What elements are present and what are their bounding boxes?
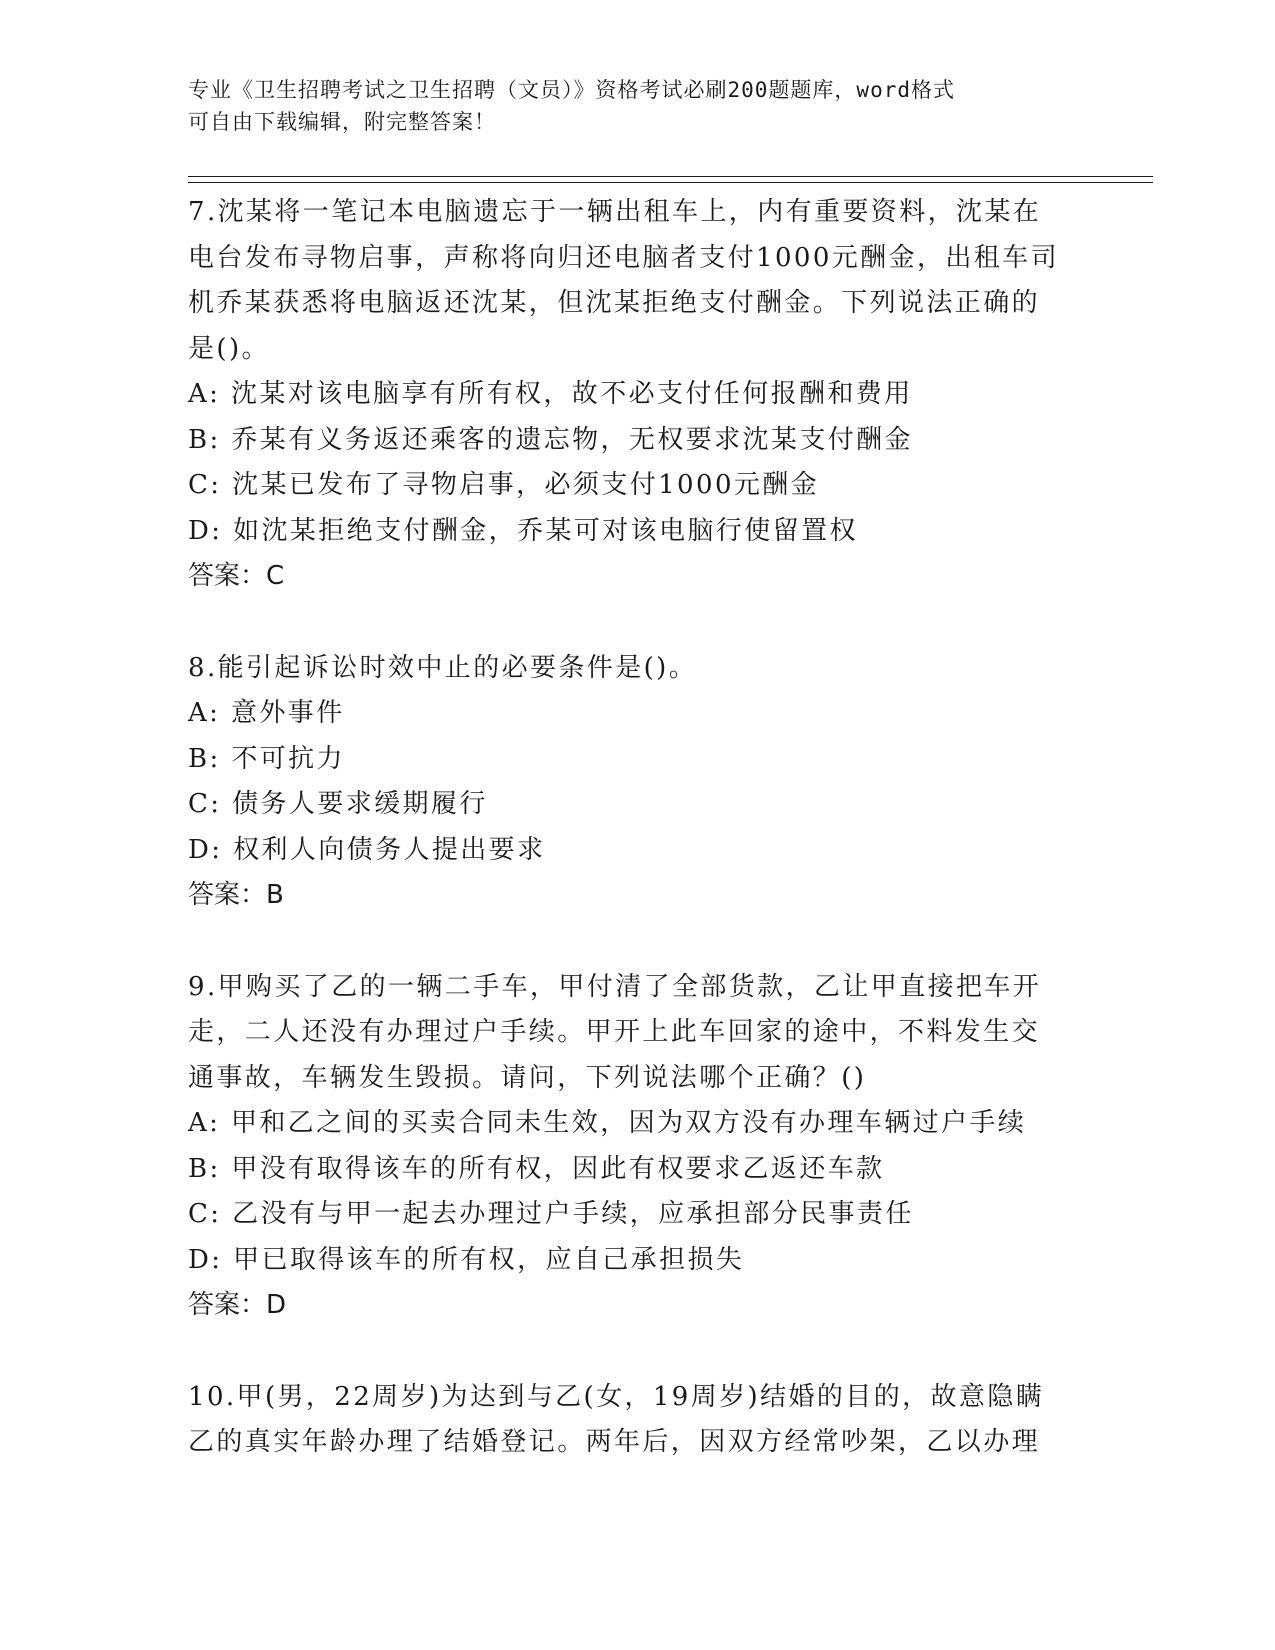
question-spacer	[188, 1329, 1088, 1375]
question-10	[188, 1375, 1088, 1466]
question-list	[188, 190, 1088, 1466]
question-spacer	[188, 919, 1088, 965]
option-c: C: 乙没有与甲一起去办理过户手续，应承担部分民事责任	[188, 1199, 914, 1229]
question-text-line: 机乔某获悉将电脑返还沈某，但沈某拒绝支付酬金。下列说法正确的	[188, 288, 1041, 318]
option-c: C: 债务人要求缓期履行	[188, 789, 488, 819]
header-line-2: 可自由下载编辑，附完整答案！	[188, 110, 496, 134]
answer-line: 答案：B	[188, 880, 284, 910]
option-a: A: 甲和乙之间的买卖合同未生效，因为双方没有办理车辆过户手续	[188, 1108, 1027, 1138]
question-text-line: 是()。	[188, 333, 270, 364]
answer-line: 答案：D	[188, 1290, 287, 1320]
question-text-line: 10.甲(男，22周岁)为达到与乙(女，19周岁)结婚的目的，故意隐瞒	[188, 1381, 1045, 1412]
question-text-line: 9.甲购买了乙的一辆二手车，甲付清了全部货款，乙让甲直接把车开	[188, 971, 1042, 1002]
option-a: A: 意外事件	[188, 698, 345, 728]
question-text-line: 通事故，车辆发生毁损。请问，下列说法哪个正确？()	[188, 1062, 867, 1093]
question-spacer	[188, 600, 1088, 646]
question-text-line: 乙的真实年龄办理了结婚登记。两年后，因双方经常吵架，乙以办理	[188, 1427, 1041, 1457]
question-8	[188, 646, 1088, 919]
option-d: D: 权利人向债务人提出要求	[188, 834, 546, 865]
question-9	[188, 965, 1088, 1329]
option-b: B: 甲没有取得该车的所有权，因此有权要求乙返还车款	[188, 1153, 885, 1184]
option-b: B: 不可抗力	[188, 743, 345, 774]
answer-line: 答案：C	[188, 561, 285, 591]
header-line-1: 专业《卫生招聘考试之卫生招聘（文员）》资格考试必刷200题题库，word格式	[188, 78, 955, 102]
option-a: A: 沈某对该电脑享有所有权，故不必支付任何报酬和费用	[188, 379, 913, 409]
option-b: B: 乔某有义务返还乘客的遗忘物，无权要求沈某支付酬金	[188, 424, 913, 455]
document-header	[188, 74, 1088, 138]
question-7	[188, 190, 1088, 600]
question-text-line: 走，二人还没有办理过户手续。甲开上此车回家的途中，不料发生交	[188, 1017, 1041, 1047]
header-rule-top	[188, 176, 1153, 177]
question-text-line: 电台发布寻物启事，声称将向归还电脑者支付1000元酬金，出租车司	[188, 242, 1059, 273]
option-d: D: 甲已取得该车的所有权，应自己承担损失	[188, 1244, 745, 1275]
header-rule-bottom	[188, 182, 1153, 183]
question-text-line: 8.能引起诉讼时效中止的必要条件是()。	[188, 652, 698, 683]
option-c: C: 沈某已发布了寻物启事，必须支付1000元酬金	[188, 470, 820, 500]
question-text-line: 7.沈某将一笔记本电脑遗忘于一辆出租车上，内有重要资料，沈某在	[188, 197, 1042, 227]
option-d: D: 如沈某拒绝支付酬金，乔某可对该电脑行使留置权	[188, 515, 858, 546]
